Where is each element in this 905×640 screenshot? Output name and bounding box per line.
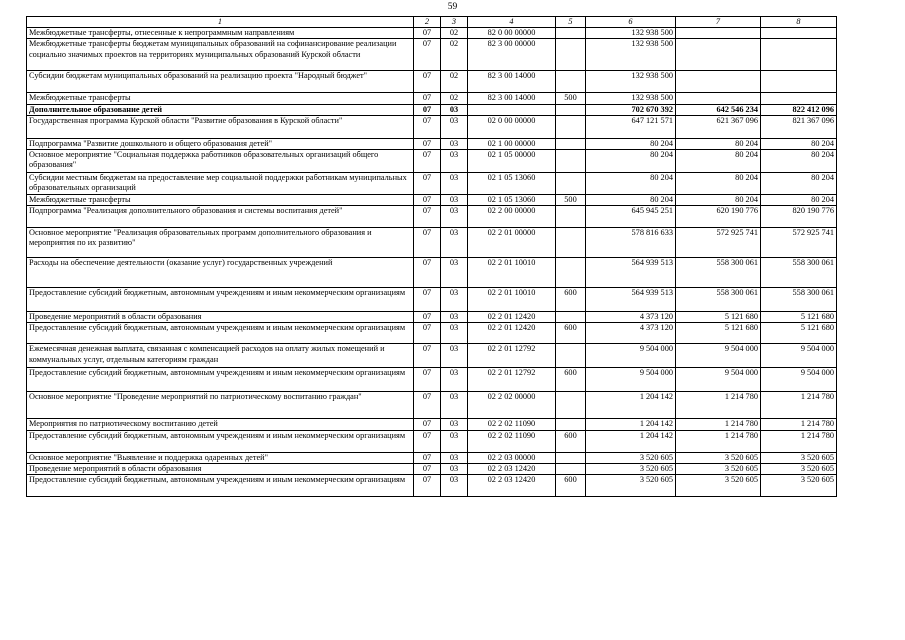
amount-year1-cell: 4 373 120 — [586, 323, 676, 344]
amount-year3-cell: 5 121 680 — [761, 323, 837, 344]
table-row — [27, 392, 837, 419]
subsection-cell: 03 — [441, 344, 468, 368]
subsection-cell: 03 — [441, 288, 468, 312]
amount-year2-cell: 5 121 680 — [676, 323, 761, 344]
expense-type-cell — [556, 104, 586, 115]
target-article-cell: 02 2 01 12420 — [468, 323, 556, 344]
amount-year1-cell: 645 945 251 — [586, 206, 676, 228]
amount-year3-cell: 9 504 000 — [761, 344, 837, 368]
subsection-cell: 02 — [441, 93, 468, 104]
subsection-cell: 03 — [441, 368, 468, 392]
amount-year1-cell: 80 204 — [586, 195, 676, 206]
amount-year3-cell: 80 204 — [761, 138, 837, 149]
expense-type-cell — [556, 173, 586, 195]
section-cell: 07 — [414, 463, 441, 474]
target-article-cell: 02 2 03 12420 — [468, 463, 556, 474]
row-name-cell: Подпрограмма "Реализация дополнительного образования и системы воспитания детей" — [27, 206, 414, 228]
amount-year1-cell: 4 373 120 — [586, 312, 676, 323]
amount-year2-cell: 642 546 234 — [676, 104, 761, 115]
table-row — [27, 312, 837, 323]
page-number: 59 — [447, 2, 458, 12]
subsection-cell: 03 — [441, 392, 468, 419]
row-name-cell: Межбюджетные трансферты — [27, 93, 414, 104]
section-cell: 07 — [414, 71, 441, 93]
row-name-cell: Субсидии бюджетам муниципальных образований на реализацию проекта "Народный бюджет" — [27, 71, 414, 93]
subsection-cell: 03 — [441, 430, 468, 452]
table-row — [27, 228, 837, 258]
amount-year1-cell: 9 504 000 — [586, 368, 676, 392]
amount-year1-cell: 564 939 513 — [586, 258, 676, 288]
amount-year3-cell: 558 300 061 — [761, 258, 837, 288]
amount-year3-cell: 572 925 741 — [761, 228, 837, 258]
section-cell: 07 — [414, 475, 441, 497]
table-row — [27, 288, 837, 312]
row-name-cell: Расходы на обеспечение деятельности (оказание услуг) государственных учреждений — [27, 258, 414, 288]
expense-type-cell — [556, 71, 586, 93]
amount-year3-cell: 80 204 — [761, 195, 837, 206]
amount-year3-cell: 3 520 605 — [761, 452, 837, 463]
expense-type-cell — [556, 206, 586, 228]
row-name-cell: Межбюджетные трансферты бюджетам муниципальных образований на софинансирование реализации социально значимых проектов на территориях муниципальных образований Курской области — [27, 39, 414, 71]
amount-year2-cell — [676, 39, 761, 71]
amount-year2-cell: 9 504 000 — [676, 368, 761, 392]
amount-year2-cell: 3 520 605 — [676, 463, 761, 474]
expense-type-cell: 500 — [556, 195, 586, 206]
column-header: 1 — [27, 17, 414, 28]
row-name-cell: Ежемесячная денежная выплата, связанная с компенсацией расходов на оплату жилых помещений и коммунальных услуг, отдельным категориям граждан — [27, 344, 414, 368]
amount-year2-cell: 80 204 — [676, 150, 761, 173]
section-cell: 07 — [414, 392, 441, 419]
amount-year1-cell: 702 670 392 — [586, 104, 676, 115]
subsection-cell: 03 — [441, 463, 468, 474]
amount-year3-cell: 558 300 061 — [761, 288, 837, 312]
row-name-cell: Субсидии местным бюджетам на предоставление мер социальной поддержки работникам муниципальных образовательных организаций — [27, 173, 414, 195]
section-cell: 07 — [414, 344, 441, 368]
target-article-cell: 02 2 03 00000 — [468, 452, 556, 463]
target-article-cell: 02 1 05 13060 — [468, 173, 556, 195]
expense-type-cell: 600 — [556, 323, 586, 344]
target-article-cell: 02 2 01 12420 — [468, 312, 556, 323]
amount-year1-cell: 132 938 500 — [586, 28, 676, 39]
expense-type-cell — [556, 39, 586, 71]
section-cell: 07 — [414, 173, 441, 195]
amount-year3-cell — [761, 28, 837, 39]
amount-year3-cell: 1 214 780 — [761, 430, 837, 452]
subsection-cell: 03 — [441, 115, 468, 138]
section-cell: 07 — [414, 288, 441, 312]
amount-year2-cell: 620 190 776 — [676, 206, 761, 228]
target-article-cell: 02 2 01 12792 — [468, 344, 556, 368]
section-cell: 07 — [414, 258, 441, 288]
section-cell: 07 — [414, 228, 441, 258]
target-article-cell: 02 2 01 10010 — [468, 288, 556, 312]
subsection-cell: 03 — [441, 104, 468, 115]
amount-year2-cell: 3 520 605 — [676, 452, 761, 463]
amount-year1-cell: 9 504 000 — [586, 344, 676, 368]
section-cell: 07 — [414, 39, 441, 71]
target-article-cell: 82 3 00 00000 — [468, 39, 556, 71]
budget-table — [26, 16, 837, 497]
table-row — [27, 463, 837, 474]
subsection-cell: 03 — [441, 150, 468, 173]
table-row — [27, 71, 837, 93]
table-row — [27, 173, 837, 195]
section-cell: 07 — [414, 368, 441, 392]
expense-type-cell — [556, 463, 586, 474]
target-article-cell: 02 2 03 12420 — [468, 475, 556, 497]
column-header: 6 — [586, 17, 676, 28]
amount-year3-cell: 3 520 605 — [761, 475, 837, 497]
subsection-cell: 03 — [441, 312, 468, 323]
table-row — [27, 323, 837, 344]
subsection-cell: 03 — [441, 258, 468, 288]
expense-type-cell — [556, 150, 586, 173]
amount-year2-cell: 5 121 680 — [676, 312, 761, 323]
amount-year1-cell: 3 520 605 — [586, 463, 676, 474]
expense-type-cell: 600 — [556, 368, 586, 392]
section-cell: 07 — [414, 206, 441, 228]
subsection-cell: 03 — [441, 173, 468, 195]
section-cell: 07 — [414, 195, 441, 206]
table-row — [27, 138, 837, 149]
section-cell: 07 — [414, 28, 441, 39]
amount-year2-cell — [676, 28, 761, 39]
amount-year2-cell: 1 214 780 — [676, 430, 761, 452]
amount-year1-cell: 132 938 500 — [586, 71, 676, 93]
column-header: 2 — [414, 17, 441, 28]
amount-year1-cell: 1 204 142 — [586, 419, 676, 430]
section-cell: 07 — [414, 430, 441, 452]
table-row — [27, 150, 837, 173]
row-name-cell: Межбюджетные трансферты — [27, 195, 414, 206]
amount-year2-cell: 9 504 000 — [676, 344, 761, 368]
amount-year2-cell: 558 300 061 — [676, 258, 761, 288]
subsection-cell: 03 — [441, 195, 468, 206]
row-name-cell: Государственная программа Курской области "Развитие образования в Курской области" — [27, 115, 414, 138]
subsection-cell: 03 — [441, 452, 468, 463]
expense-type-cell: 600 — [556, 288, 586, 312]
expense-type-cell — [556, 258, 586, 288]
section-cell: 07 — [414, 452, 441, 463]
subsection-cell: 02 — [441, 28, 468, 39]
amount-year2-cell: 1 214 780 — [676, 392, 761, 419]
table-row — [27, 430, 837, 452]
expense-type-cell — [556, 138, 586, 149]
amount-year1-cell: 578 816 633 — [586, 228, 676, 258]
target-article-cell: 02 0 00 00000 — [468, 115, 556, 138]
row-name-cell: Основное мероприятие "Реализация образовательных программ дополнительного образования и мероприятия по их развитию" — [27, 228, 414, 258]
column-header: 8 — [761, 17, 837, 28]
amount-year2-cell: 572 925 741 — [676, 228, 761, 258]
row-name-cell: Подпрограмма "Развитие дошкольного и общего образования детей" — [27, 138, 414, 149]
amount-year3-cell: 80 204 — [761, 150, 837, 173]
subsection-cell: 03 — [441, 228, 468, 258]
amount-year1-cell: 3 520 605 — [586, 452, 676, 463]
table-row — [27, 39, 837, 71]
table-row — [27, 206, 837, 228]
amount-year1-cell: 132 938 500 — [586, 39, 676, 71]
amount-year2-cell: 80 204 — [676, 138, 761, 149]
expense-type-cell — [556, 419, 586, 430]
row-name-cell: Дополнительное образование детей — [27, 104, 414, 115]
subsection-cell: 03 — [441, 419, 468, 430]
table-row — [27, 115, 837, 138]
subsection-cell: 03 — [441, 323, 468, 344]
row-name-cell: Основное мероприятие "Выявление и поддержка одаренных детей" — [27, 452, 414, 463]
amount-year3-cell: 820 190 776 — [761, 206, 837, 228]
amount-year1-cell: 564 939 513 — [586, 288, 676, 312]
amount-year1-cell: 1 204 142 — [586, 430, 676, 452]
column-header: 4 — [468, 17, 556, 28]
row-name-cell: Предоставление субсидий бюджетным, автономным учреждениям и иным некоммерческим организациям — [27, 288, 414, 312]
row-name-cell: Мероприятия по патриотическому воспитанию детей — [27, 419, 414, 430]
target-article-cell: 82 3 00 14000 — [468, 71, 556, 93]
section-cell: 07 — [414, 150, 441, 173]
target-article-cell — [468, 104, 556, 115]
table-row — [27, 104, 837, 115]
amount-year3-cell: 821 367 096 — [761, 115, 837, 138]
target-article-cell: 02 2 02 11090 — [468, 419, 556, 430]
expense-type-cell — [556, 392, 586, 419]
column-header-row — [27, 17, 837, 28]
amount-year2-cell: 1 214 780 — [676, 419, 761, 430]
target-article-cell: 02 2 02 00000 — [468, 392, 556, 419]
amount-year1-cell: 132 938 500 — [586, 93, 676, 104]
target-article-cell: 02 2 01 10010 — [468, 258, 556, 288]
row-name-cell: Предоставление субсидий бюджетным, автономным учреждениям и иным некоммерческим организациям — [27, 323, 414, 344]
column-header: 3 — [441, 17, 468, 28]
amount-year3-cell: 822 412 096 — [761, 104, 837, 115]
amount-year3-cell: 80 204 — [761, 173, 837, 195]
row-name-cell: Проведение мероприятий в области образования — [27, 463, 414, 474]
row-name-cell: Предоставление субсидий бюджетным, автономным учреждениям и иным некоммерческим организациям — [27, 430, 414, 452]
target-article-cell: 02 1 05 13060 — [468, 195, 556, 206]
table-row — [27, 195, 837, 206]
row-name-cell: Проведение мероприятий в области образования — [27, 312, 414, 323]
amount-year3-cell: 3 520 605 — [761, 463, 837, 474]
subsection-cell: 02 — [441, 71, 468, 93]
target-article-cell: 02 1 05 00000 — [468, 150, 556, 173]
amount-year1-cell: 80 204 — [586, 173, 676, 195]
row-name-cell: Основное мероприятие "Социальная поддержка работников образовательных организаций общего образования" — [27, 150, 414, 173]
section-cell: 07 — [414, 419, 441, 430]
amount-year2-cell: 621 367 096 — [676, 115, 761, 138]
subsection-cell: 03 — [441, 475, 468, 497]
expense-type-cell: 600 — [556, 430, 586, 452]
expense-type-cell — [556, 452, 586, 463]
amount-year3-cell: 9 504 000 — [761, 368, 837, 392]
table-row — [27, 419, 837, 430]
section-cell: 07 — [414, 138, 441, 149]
target-article-cell: 02 2 01 12792 — [468, 368, 556, 392]
table-row — [27, 258, 837, 288]
expense-type-cell — [556, 344, 586, 368]
section-cell: 07 — [414, 323, 441, 344]
target-article-cell: 02 1 00 00000 — [468, 138, 556, 149]
target-article-cell: 02 2 02 11090 — [468, 430, 556, 452]
expense-type-cell — [556, 115, 586, 138]
table-row — [27, 368, 837, 392]
subsection-cell: 03 — [441, 138, 468, 149]
target-article-cell: 82 0 00 00000 — [468, 28, 556, 39]
row-name-cell: Предоставление субсидий бюджетным, автономным учреждениям и иным некоммерческим организациям — [27, 368, 414, 392]
amount-year2-cell: 558 300 061 — [676, 288, 761, 312]
section-cell: 07 — [414, 312, 441, 323]
expense-type-cell — [556, 28, 586, 39]
subsection-cell: 02 — [441, 39, 468, 71]
table-row — [27, 475, 837, 497]
section-cell: 07 — [414, 104, 441, 115]
section-cell: 07 — [414, 115, 441, 138]
expense-type-cell — [556, 312, 586, 323]
table-row — [27, 93, 837, 104]
target-article-cell: 02 2 01 00000 — [468, 228, 556, 258]
amount-year2-cell: 3 520 605 — [676, 475, 761, 497]
amount-year3-cell: 1 214 780 — [761, 392, 837, 419]
expense-type-cell — [556, 228, 586, 258]
row-name-cell: Предоставление субсидий бюджетным, автономным учреждениям и иным некоммерческим организациям — [27, 475, 414, 497]
amount-year1-cell: 1 204 142 — [586, 392, 676, 419]
subsection-cell: 03 — [441, 206, 468, 228]
amount-year3-cell — [761, 71, 837, 93]
amount-year1-cell: 80 204 — [586, 138, 676, 149]
amount-year2-cell — [676, 71, 761, 93]
amount-year3-cell: 5 121 680 — [761, 312, 837, 323]
row-name-cell: Межбюджетные трансферты, отнесенные к непрограммным направлениям — [27, 28, 414, 39]
amount-year3-cell — [761, 39, 837, 71]
expense-type-cell: 500 — [556, 93, 586, 104]
amount-year3-cell: 1 214 780 — [761, 419, 837, 430]
amount-year1-cell: 3 520 605 — [586, 475, 676, 497]
table-row — [27, 28, 837, 39]
row-name-cell: Основное мероприятие "Проведение мероприятий по патриотическому воспитанию граждан" — [27, 392, 414, 419]
amount-year3-cell — [761, 93, 837, 104]
amount-year2-cell — [676, 93, 761, 104]
amount-year2-cell: 80 204 — [676, 195, 761, 206]
column-header: 7 — [676, 17, 761, 28]
amount-year2-cell: 80 204 — [676, 173, 761, 195]
section-cell: 07 — [414, 93, 441, 104]
table-row — [27, 452, 837, 463]
target-article-cell: 82 3 00 14000 — [468, 93, 556, 104]
table-row — [27, 344, 837, 368]
expense-type-cell: 600 — [556, 475, 586, 497]
amount-year1-cell: 80 204 — [586, 150, 676, 173]
column-header: 5 — [556, 17, 586, 28]
amount-year1-cell: 647 121 571 — [586, 115, 676, 138]
target-article-cell: 02 2 00 00000 — [468, 206, 556, 228]
